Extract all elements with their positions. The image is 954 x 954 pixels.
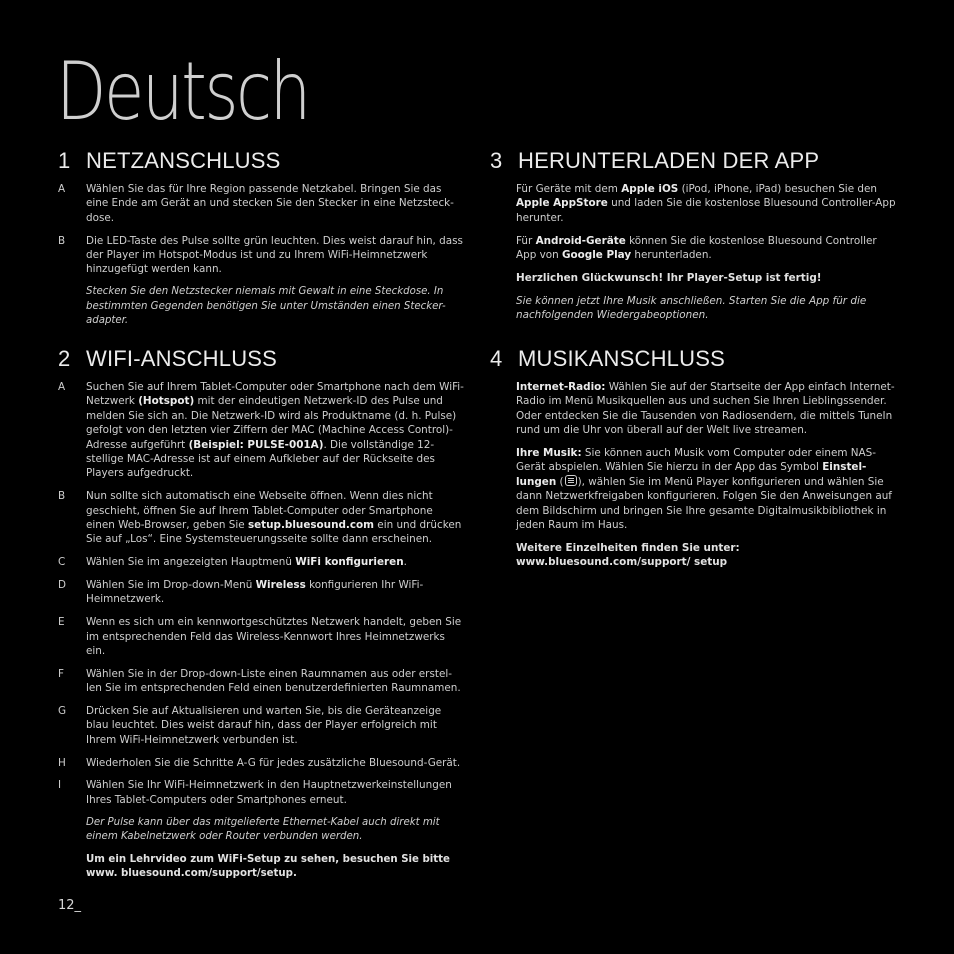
step-text: Die LED-Taste des Pulse sollte grün leuchten. Dies weist darauf hin, dass der Player im Hotspot-Modus ist und zu Ihrem WiFi-Heimnetzwerk hinzugefügt werden kann. xyxy=(86,234,463,276)
step-text: Wählen Sie im Drop-down-Menü Wireless konfigurieren Ihr WiFi-Heimnetzwerk. xyxy=(86,579,424,606)
android-paragraph: Für Android-Geräte können Sie die kostenlose Bluesound Controller App von Google Play herunterladen. xyxy=(516,234,877,262)
section-musikanschluss xyxy=(490,346,896,578)
step-g xyxy=(58,704,464,747)
ios-paragraph: Für Geräte mit dem Apple iOS (iPod, iPhone, iPad) besuchen Sie den Apple AppStore und laden Sie die kostenlose Bluesound Controller-App herunter. xyxy=(516,183,896,224)
step-letter: A xyxy=(58,183,66,195)
setup-url: setup.bluesound.com xyxy=(247,519,374,532)
section-number: 3 xyxy=(490,148,503,173)
settings-menu-icon xyxy=(565,475,577,486)
section-title: HERUNTERLADEN DER APP xyxy=(518,148,820,173)
section-title: NETZANSCHLUSS xyxy=(86,148,281,173)
section-heading xyxy=(490,346,896,372)
section-heading xyxy=(490,148,896,174)
congrats-text: Herzlichen Glückwunsch! Ihr Player-Setup ist fertig! xyxy=(516,271,822,284)
section-heading xyxy=(58,148,464,174)
more-info-link: Weitere Einzelheiten finden Sie unter: www.bluesound.com/support/ setup xyxy=(516,541,740,569)
step-letter: B xyxy=(58,234,66,247)
step-letter: E xyxy=(58,616,65,629)
step-text: Wählen Sie Ihr WiFi-Heimnetzwerk in den Hauptnetzwerkeinstellungen Ihres Tablet-Computers oder Smartphones erneut. xyxy=(86,779,452,806)
step-letter: C xyxy=(58,556,66,569)
section-number: 1 xyxy=(58,148,71,173)
step-text: Wählen Sie in der Drop-down-Liste einen Raumnamen aus oder erstel-len Sie im entsprechenden Feld einen benutzerdefinierten Raumnamen. xyxy=(86,667,461,695)
step-e xyxy=(58,615,464,658)
section-number: 2 xyxy=(58,346,71,371)
section-title: WIFI-ANSCHLUSS xyxy=(86,346,278,371)
step-b xyxy=(58,234,464,277)
step-f xyxy=(58,667,464,696)
step-a xyxy=(58,182,464,225)
step-letter: B xyxy=(58,490,66,503)
section-title: MUSIKANSCHLUSS xyxy=(518,346,725,371)
plug-warning-note: Stecken Sie den Netzstecker niemals mit Gewalt in eine Steckdose. In bestimmten Gegenden benötigen Sie unter Umständen einen Stecker-adapter. xyxy=(86,286,446,327)
section-number: 4 xyxy=(490,346,503,371)
step-letter: H xyxy=(58,756,66,769)
step-text: Wenn es sich um ein kennwortgeschütztes Netzwerk handelt, geben Sie im entsprechenden Feld das Wireless-Kennwort Ihres Heimnetzwerks ein. xyxy=(86,616,462,658)
step-letter: D xyxy=(58,579,67,592)
step-a xyxy=(58,380,464,481)
page-title: Deutsch xyxy=(56,45,309,138)
step-text: Suchen Sie auf Ihrem Tablet-Computer oder Smartphone nach dem WiFi-Netzwerk (Hotspot) mit der eindeutigen Netzwerk-ID des Pulse und melden Sie sich an. Die Netzwerk-ID wird als Produktname (d. h. Pulse) gefolgt von den letzten vier Ziffern der MAC (Machine Access Control)-Adresse aufgeführt (Beispiel: PULSE-001A). Die vollständige 12-stellige MAC-Adresse ist auf einem Aufkleber auf der Rückseite des Players aufgedruckt. xyxy=(86,381,464,480)
step-i xyxy=(58,778,464,807)
section-wifi-anschluss xyxy=(58,346,464,890)
step-letter: G xyxy=(58,705,67,718)
next-step-note: Sie können jetzt Ihre Musik anschließen. Starten Sie die App für die nachfolgenden Wiedergabeoptionen. xyxy=(516,294,867,322)
internet-radio-paragraph: Internet-Radio: Wählen Sie auf der Startseite der App einfach Internet-Radio im Menü Musikquellen aus und suchen Sie Ihren Lieblingssender. Oder entdecken Sie die Tausenden von Radiosendern, die mittels TuneIn rund um die Uhr von überall auf der Welt live streamen. xyxy=(516,381,895,437)
page-number: 12_ xyxy=(58,898,82,913)
video-note: Um ein Lehrvideo zum WiFi-Setup zu sehen, besuchen Sie bitte www. bluesound.com/support/setup. xyxy=(86,853,450,880)
step-c xyxy=(58,555,464,569)
section-heading xyxy=(58,346,464,372)
section-netzanschluss xyxy=(58,148,464,337)
step-text: Wählen Sie im angezeigten Hauptmenü WiFi konfigurieren. xyxy=(86,556,407,569)
step-letter: I xyxy=(58,779,62,792)
your-music-paragraph: Ihre Musik: Sie können auch Musik vom Computer oder einem NAS-Gerät abspielen. Wählen Sie hierzu in der App das Symbol Einstel-lungen ( ), wählen Sie im Menü Player konfigurieren und wählen Sie dann Netzwerkfreigaben konfigurieren. Folgen Sie den Anweisungen auf dem Bildschirm und bringen Sie Ihre gesamte Digitalmusikbibliothek in jeden Raum im Haus. xyxy=(516,447,892,532)
step-text: Wählen Sie das für Ihre Region passende Netzkabel. Bringen Sie das eine Ende am Gerät an und stecken Sie den Stecker in eine Netzsteck-dose. xyxy=(86,183,454,224)
step-text: Wiederholen Sie die Schritte A-G für jedes zusätzliche Bluesound-Gerät. xyxy=(86,756,461,769)
section-app-download xyxy=(490,148,896,331)
step-d xyxy=(58,578,464,607)
step-b xyxy=(58,489,464,547)
step-letter: A xyxy=(58,381,66,393)
step-h xyxy=(58,756,464,770)
step-text: Nun sollte sich automatisch eine Webseite öffnen. Wenn dies nicht geschieht, öffnen Sie auf Ihrem Tablet-Computer oder Smartphone einen Web-Browser, geben Sie setup.bluesound.com ein und drücken Sie auf „Los“. Eine Systemsteuerungsseite sollte dann erscheinen. xyxy=(86,490,462,546)
ethernet-note: Der Pulse kann über das mitgelieferte Ethernet-Kabel auch direkt mit einem Kabelnetzwerk oder Router verbunden werden. xyxy=(86,816,440,843)
step-letter: F xyxy=(58,667,64,680)
step-text: Drücken Sie auf Aktualisieren und warten Sie, bis die Geräteanzeige blau leuchtet. Dies weist darauf hin, dass der Player erfolgreich mit Ihrem WiFi-Heimnetzwerk verbunden ist. xyxy=(86,705,442,746)
